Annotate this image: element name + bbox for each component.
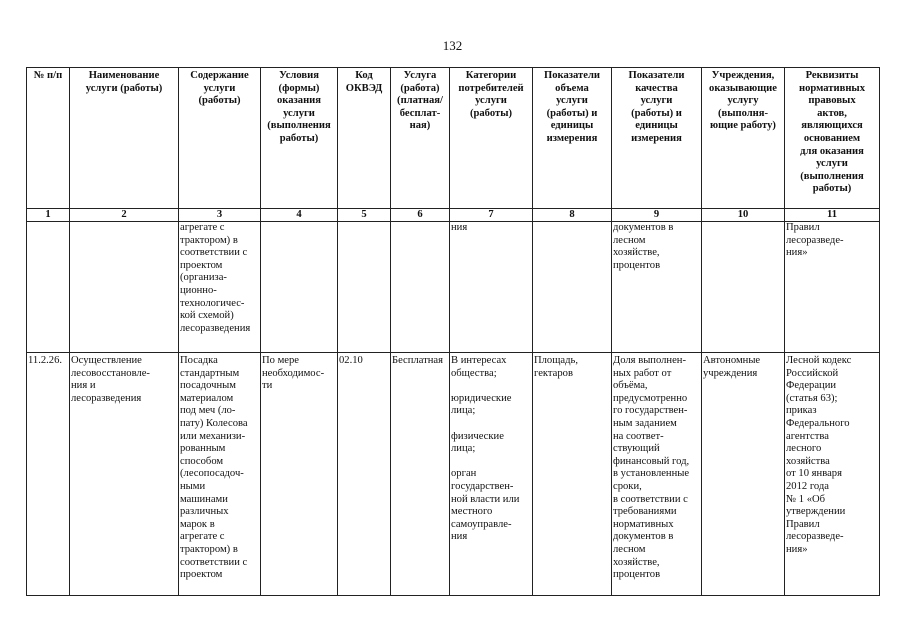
column-number: 9 — [612, 209, 702, 222]
table-cell — [261, 222, 338, 353]
column-number: 11 — [785, 209, 880, 222]
table-cell: Бесплатная — [391, 353, 450, 596]
column-number: 1 — [27, 209, 70, 222]
column-number: 7 — [450, 209, 533, 222]
header-cell-4: Условия (формы) оказания услуги (выполнения работы) — [261, 68, 338, 209]
column-number: 4 — [261, 209, 338, 222]
column-number: 6 — [391, 209, 450, 222]
table-cell: В интересах общества; юридические лица; физические лица; орган государствен- ной власти или местного самоуправле- ния — [450, 353, 533, 596]
table-cell: Площадь, гектаров — [533, 353, 612, 596]
header-cell-3: Содержание услуги (работы) — [179, 68, 261, 209]
column-number: 10 — [702, 209, 785, 222]
table-cell: Правил лесоразведе- ния» — [785, 222, 880, 353]
header-cell-10: Учреждения, оказывающие услугу (выполня- ющие работу) — [702, 68, 785, 209]
table-cell — [533, 222, 612, 353]
table-cell — [338, 222, 391, 353]
column-number: 8 — [533, 209, 612, 222]
header-cell-7: Категории потребителей услуги (работы) — [450, 68, 533, 209]
table-cell: Осуществление лесовосстановле- ния и лесоразведения — [70, 353, 179, 596]
header-cell-2: Наименование услуги (работы) — [70, 68, 179, 209]
column-number: 3 — [179, 209, 261, 222]
table-cell: 02.10 — [338, 353, 391, 596]
table-cell: 11.2.26. — [27, 353, 70, 596]
column-number-row — [27, 209, 880, 222]
table-cell: По мере необходимос- ти — [261, 353, 338, 596]
table-cell: Доля выполнен- ных работ от объёма, предусмотренно го государствен- ным заданием на соответ- ствующий финансовый год, в установленные сроки, в соответствии с требованиями нормативных документов в лесном хозяйстве, процентов — [612, 353, 702, 596]
table-cell: Лесной кодекс Российской Федерации (статья 63); приказ Федерального агентства лесного хозяйства от 10 января 2012 года № 1 «Об утверждении Правил лесоразведе- ния» — [785, 353, 880, 596]
table-cell — [702, 222, 785, 353]
table-cell — [70, 222, 179, 353]
header-cell-6: Услуга (работа) (платная/ бесплат- ная) — [391, 68, 450, 209]
header-cell-8: Показатели объема услуги (работы) и единицы измерения — [533, 68, 612, 209]
table-cell — [391, 222, 450, 353]
header-cell-11: Реквизиты нормативных правовых актов, являющихся основанием для оказания услуги (выполнения работы) — [785, 68, 880, 209]
table-cell: ния — [450, 222, 533, 353]
header-cell-5: Код ОКВЭД — [338, 68, 391, 209]
table-cell: агрегате с трактором) в соответствии с проектом (организа- ционно- технологичес- кой схемой) лесоразведения — [179, 222, 261, 353]
table-cell: Посадка стандартным посадочным материалом под меч (ло- пату) Колесова или механизи- рованным способом (лесопосадоч- ными машинами различных марок в агрегате с трактором) в соответствии с проектом — [179, 353, 261, 596]
table-row-11-2-26 — [27, 353, 880, 596]
column-number: 2 — [70, 209, 179, 222]
table-cell — [27, 222, 70, 353]
header-row — [27, 68, 880, 209]
table-cell: Автономные учреждения — [702, 353, 785, 596]
table-cell: документов в лесном хозяйстве, процентов — [612, 222, 702, 353]
header-cell-9: Показатели качества услуги (работы) и единицы измерения — [612, 68, 702, 209]
page-number: 132 — [442, 38, 463, 53]
services-table — [26, 67, 880, 596]
table-row-continued — [27, 222, 880, 353]
header-cell-1: № п/п — [27, 68, 70, 209]
column-number: 5 — [338, 209, 391, 222]
